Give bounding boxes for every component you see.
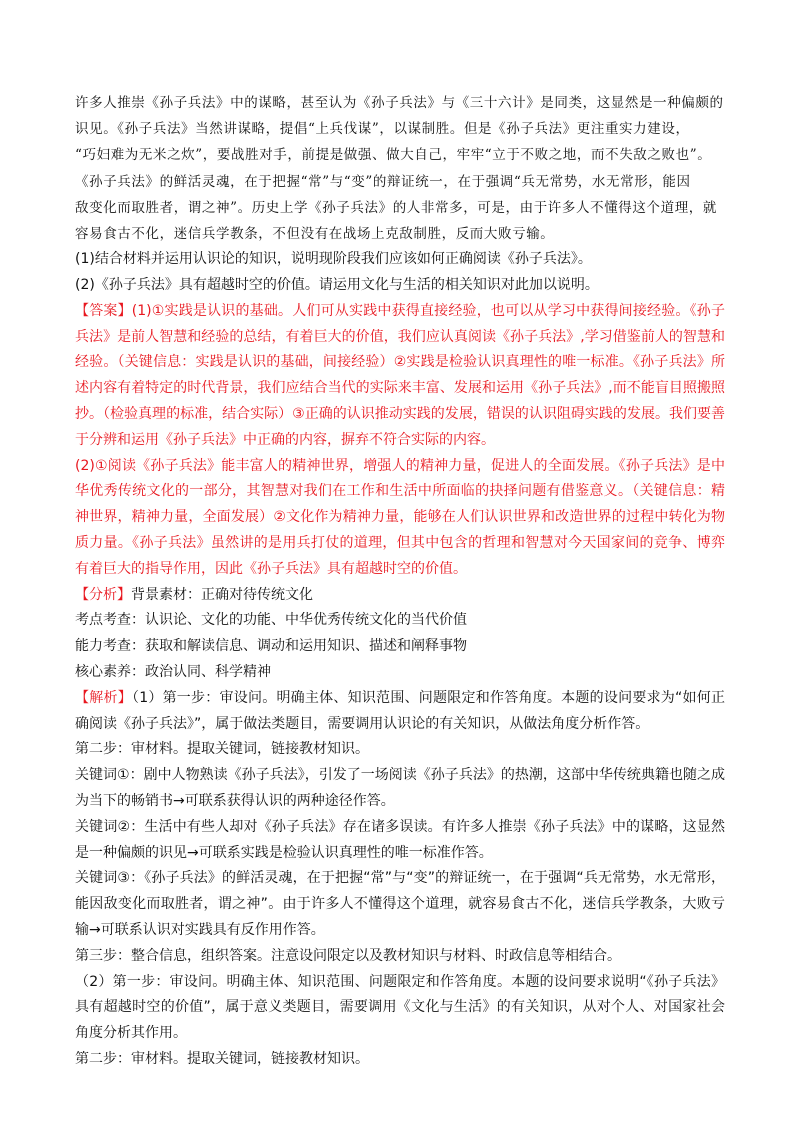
material-line: 识见。《孙子兵法》当然讲谋略，提倡“上兵伐谋”，以谋制胜。但是《孙子兵法》更注重实力建设， bbox=[75, 121, 690, 138]
explanation-tag: 【解析】 bbox=[75, 689, 132, 706]
explanation-step-1-text: （1）第一步：审设问。明确主体、知识范围、问题限定和作答角度。本题的设问要求为“如何正确阅读《孙子兵法》”，属于做法类题目，需要调用认识论的有关知识，从做法角度分析作答。 bbox=[75, 689, 725, 732]
keyword-3: 关键词③：《孙子兵法》的鲜活灵魂，在于把握“常”与“变”的辩证统一，在于强调“兵无常势，水无常形，能因敌变化而取胜者，谓之神”。由于许多人不懂得这个道理，就容易食古不化，迷信兵学教条，大败亏输→可联系认识对实践具有反作用作答。 bbox=[75, 870, 725, 938]
answer-section bbox=[75, 299, 725, 583]
analysis-points: 考点考查：认识论、文化的功能、中华优秀传统文化的当代价值 bbox=[75, 612, 467, 629]
material-passage bbox=[75, 90, 725, 247]
answer-part-1-text: (1)①实践是认识的基础。人们可从实践中获得直接经验，也可以从学习中获得间接经验。《孙子兵法》是前人智慧和经验的总结，有着巨大的价值，我们应认真阅读《孙子兵法》,学习借鉴前人的智慧和经验。（关键信息：实践是认识的基础，间接经验）②实践是检验认识真理性的唯一标准。《孙子兵法》所述内容有着特定的时代背景，我们应结合当代的实际来丰富、发展和运用《孙子兵法》,而不能盲目照搬照抄。（检验真理的标准，结合实际）③正确的认识推动实践的发展，错误的认识阻碍实践的发展。我们要善于分辨和运用《孙子兵法》中正确的内容，摒弃不符合实际的内容。 bbox=[75, 302, 725, 448]
analysis-background bbox=[75, 583, 725, 609]
material-line: 容易食古不化，迷信兵学教条，不但没有在战场上克敌制胜，反而大败亏输。 bbox=[75, 226, 555, 243]
explanation-part-2-step-1: （2）第一步：审设问。明确主体、知识范围、问题限定和作答角度。本题的设问要求说明“《孙子兵法》具有超越时空的价值”，属于意义类题目，需要调用《文化与生活》的有关知识，从对个人、对国家社会角度分析其作用。 bbox=[75, 973, 725, 1042]
answer-part-2: (2)①阅读《孙子兵法》能丰富人的精神世界，增强人的精神力量，促进人的全面发展。《孙子兵法》是中华优秀传统文化的一部分，其智慧对我们在工作和生活中所面临的抉择问题有借鉴意义。（关键信息：精神世界，精神力量，全面发展）②文化作为精神力量，能够在人们认识世界和改造世界的过程中转化为物质力量。《孙子兵法》虽然讲的是用兵打仗的道理，但其中包含的哲理和智慧对今天国家间的竞争、博弈有着巨大的指导作用，因此《孙子兵法》具有超越时空的价值。 bbox=[75, 457, 725, 577]
material-line: “巧妇难为无米之炊”，要战胜对手，前提是做强、做大自己，牢牢“立于不败之地，而不失敌之败也”。 bbox=[75, 147, 712, 164]
material-line: 《孙子兵法》的鲜活灵魂，在于把握“常”与“变”的辩证统一，在于强调“兵无常势，水无常形，能因 bbox=[75, 173, 691, 190]
answer-part-1 bbox=[75, 299, 725, 454]
analysis-tag: 【分析】 bbox=[75, 586, 131, 603]
explanation-section bbox=[75, 686, 725, 1073]
keyword-1: 关键词①：剧中人物熟读《孙子兵法》，引发了一场阅读《孙子兵法》的热潮，这部中华传统典籍也随之成为当下的畅销书→可联系获得认识的两种途径作答。 bbox=[75, 767, 725, 809]
analysis-background-text: 背景素材：正确对待传统文化 bbox=[131, 586, 313, 603]
explanation-step-2: 第二步：审材料。提取关键词，链接教材知识。 bbox=[75, 741, 369, 758]
material-line: 敌变化而取胜者，谓之神”。历史上学《孙子兵法》的人非常多，可是，由于许多人不懂得这个道理，就 bbox=[75, 199, 717, 216]
keyword-2: 关键词②：生活中有些人却对《孙子兵法》存在诸多误读。有许多人推崇《孙子兵法》中的谋略，这显然是一种偏颇的识见→可联系实践是检验认识真理性的唯一标准作答。 bbox=[75, 818, 725, 861]
analysis-section bbox=[75, 583, 725, 686]
material-line: 许多人推崇《孙子兵法》中的谋略，甚至认为《孙子兵法》与《三十六计》是同类，这显然是一种偏颇的 bbox=[75, 95, 724, 111]
analysis-literacy: 核心素养：政治认同、科学精神 bbox=[75, 663, 271, 680]
analysis-abilities: 能力考查：获取和解读信息、调动和运用知识、描述和阐释事物 bbox=[75, 638, 467, 655]
explanation-part-2-step-2: 第二步：审材料。提取关键词，链接教材知识。 bbox=[75, 1050, 369, 1067]
question-2: (2)《孙子兵法》具有超越时空的价值。请运用文化与生活的相关知识对此加以说明。 bbox=[75, 277, 599, 294]
explanation-step-3: 第三步：整合信息，组织答案。注意设问限定以及教材知识与材料、时政信息等相结合。 bbox=[75, 947, 621, 964]
answer-tag: 【答案】 bbox=[75, 302, 132, 319]
explanation-step-1 bbox=[75, 686, 725, 738]
question-1: (1)结合材料并运用认识论的知识，说明现阶段我们应该如何正确阅读《孙子兵法》。 bbox=[75, 251, 592, 268]
